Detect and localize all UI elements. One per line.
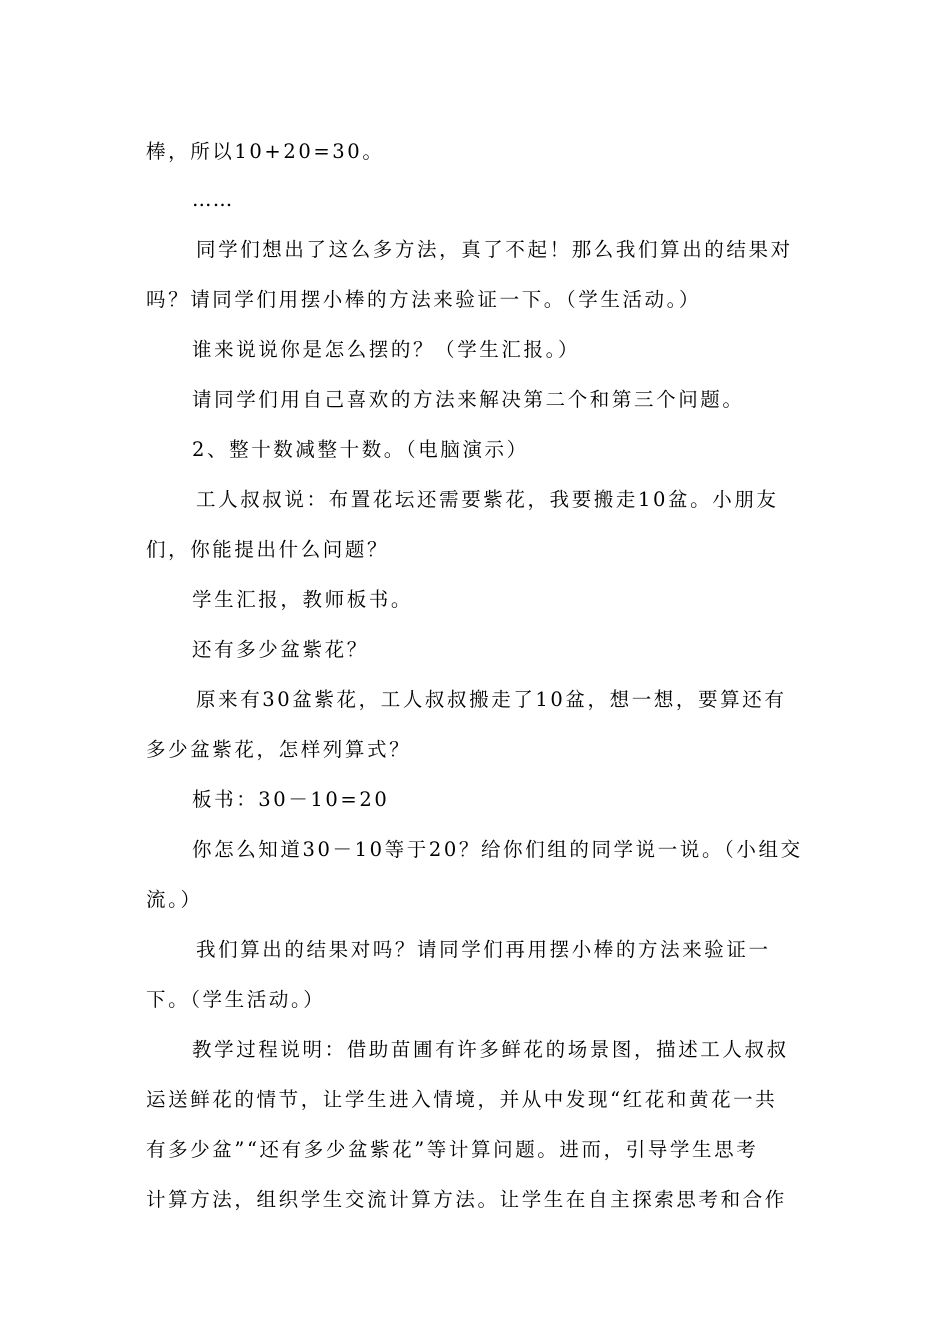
- paragraph-line: 多少盆紫花，怎样列算式？: [146, 738, 412, 761]
- paragraph-line: 流。）: [146, 888, 203, 911]
- paragraph-line: 请同学们用自己喜欢的方法来解决第二个和第三个问题。: [192, 388, 745, 411]
- paragraph-line: 学生汇报，教师板书。: [192, 588, 414, 611]
- paragraph-line: 计算方法，组织学生交流计算方法。让学生在自主探索思考和合作: [146, 1188, 787, 1211]
- paragraph-line: 你怎么知道30－10等于20？给你们组的同学说一说。（小组交: [192, 838, 803, 861]
- paragraph-line: 运送鲜花的情节，让学生进入情境，并从中发现“红花和黄花一共: [146, 1088, 778, 1111]
- paragraph-line: 工人叔叔说：布置花坛还需要紫花，我要搬走10盆。小朋友: [196, 488, 779, 511]
- paragraph-line: 原来有30盆紫花，工人叔叔搬走了10盆，想一想，要算还有: [196, 688, 787, 711]
- paragraph-line: 还有多少盆紫花？: [192, 638, 369, 661]
- board-writing-line: 板书：30－10=20: [192, 788, 390, 811]
- paragraph-line: 同学们想出了这么多方法，真了不起！那么我们算出的结果对: [196, 238, 793, 261]
- ellipsis-line: ……: [192, 188, 234, 211]
- paragraph-line: 我们算出的结果对吗？请同学们再用摆小棒的方法来验证一: [196, 938, 771, 961]
- paragraph-line: 吗？请同学们用摆小棒的方法来验证一下。（学生活动。）: [146, 288, 702, 311]
- paragraph-line: 教学过程说明：借助苗圃有许多鲜花的场景图，描述工人叔叔: [192, 1038, 789, 1061]
- section-heading: 2、整十数减整十数。（电脑演示）: [192, 438, 529, 461]
- paragraph-line: 有多少盆”“还有多少盆紫花”等计算问题。进而，引导学生思考: [146, 1138, 759, 1161]
- paragraph-line: 下。（学生活动。）: [146, 988, 326, 1011]
- paragraph-line: 们，你能提出什么问题？: [146, 538, 390, 561]
- paragraph-line: 谁来说说你是怎么摆的？（学生汇报。）: [192, 338, 581, 361]
- paragraph-line: 棒，所以10+20=30。: [146, 140, 385, 163]
